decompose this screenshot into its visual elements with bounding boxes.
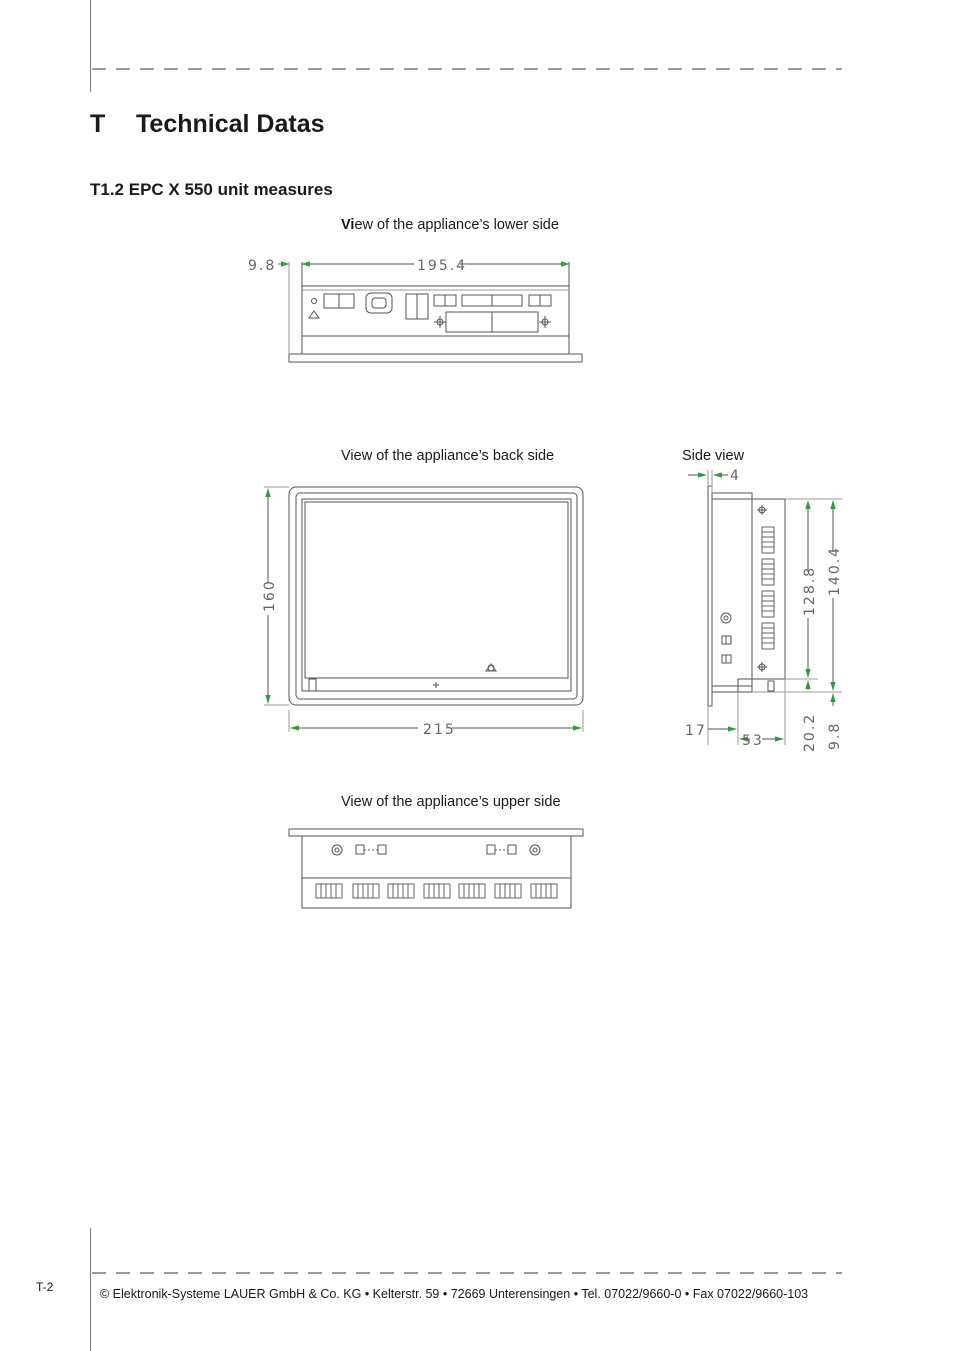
dim-side-bottom-a: 20.2 [802,712,818,752]
dim-side-top: 4 [730,468,741,484]
chapter-title-text: Technical Datas [136,110,325,138]
caption-upper-side: View of the appliance’s upper side [341,794,561,810]
chapter-letter: T [90,110,106,138]
footer-copyright: © Elektronik-Systeme LAUER GmbH & Co. KG • Kelterstr. 59 • 72669 Unterensingen • Tel. 07022/9660-0 • Fax 07022/9660-103 [100,1287,809,1301]
back-side-drawing [264,487,583,732]
side-view-drawing [688,470,842,745]
upper-side-drawing [289,829,583,908]
dim-back-width: 215 [423,722,456,738]
dim-side-outer-height: 140.4 [827,545,843,596]
caption-back-side: View of the appliance’s back side [341,448,555,464]
caption-lower-side-rest: ew of the appliance’s lower side [354,217,559,233]
page-number: T-2 [36,1280,54,1294]
dim-side-inner-height: 128.8 [802,565,818,616]
section-title: T1.2 EPC X 550 unit measures [90,180,333,199]
lower-side-drawing [278,262,582,362]
dim-side-depth: 53 [742,733,764,749]
caption-side-view: Side view [682,448,745,464]
dim-lower-left: 9.8 [248,258,277,274]
dim-side-left-offset: 17 [685,723,707,739]
dim-lower-width: 195.4 [417,258,468,274]
dim-side-bottom-b: 9.8 [827,721,843,750]
dim-back-height: 160 [262,579,278,612]
caption-lower-side-bold: Vi [341,217,355,233]
